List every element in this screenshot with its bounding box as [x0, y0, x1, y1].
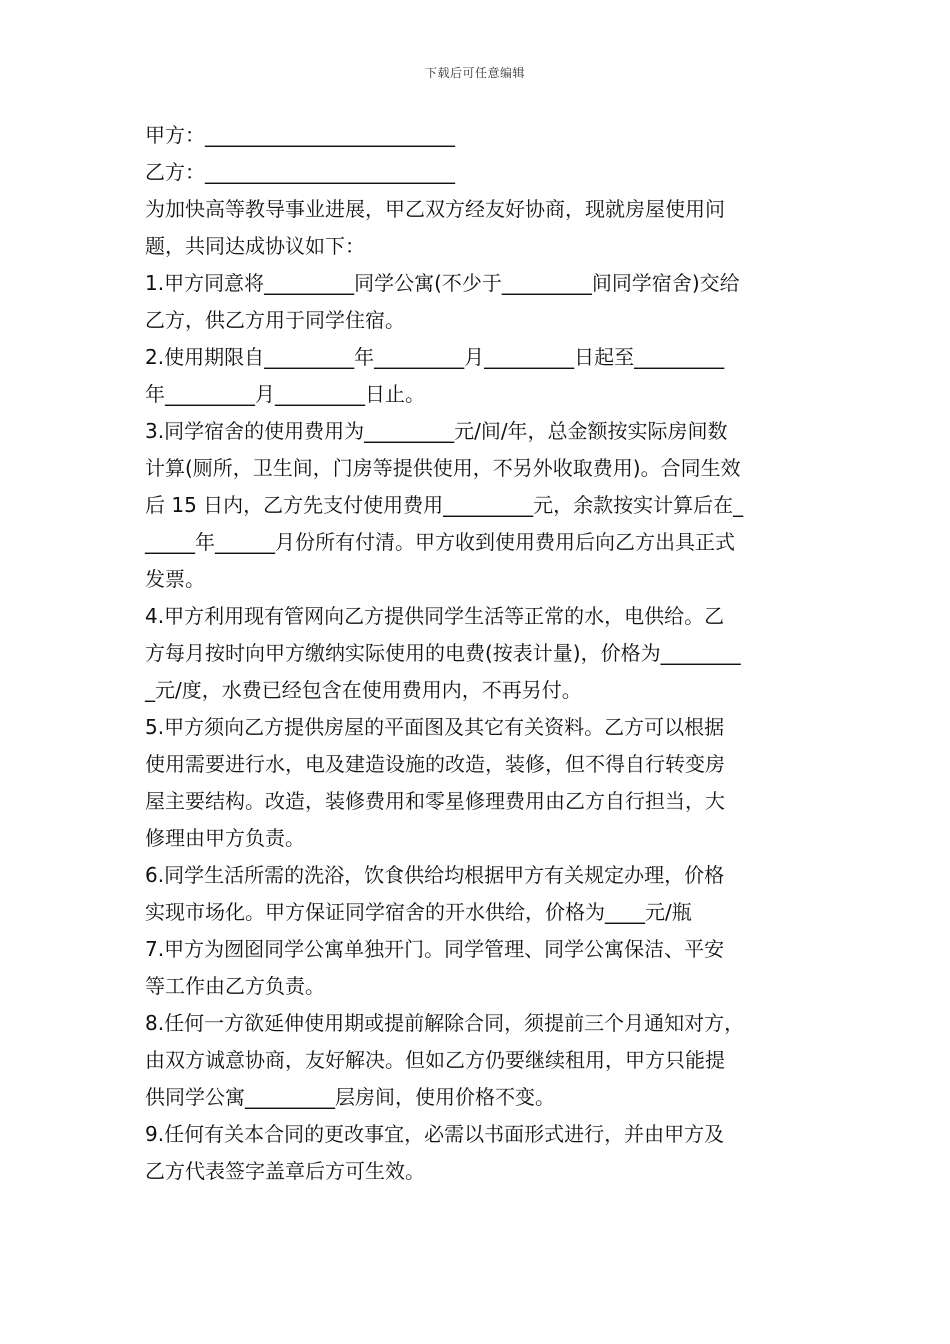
clause-3-line: 发票。 — [145, 567, 205, 591]
clause-1-line: 1.甲方同意将_________同学公寓(不少于_________间同学宿舍)交给 — [145, 271, 740, 295]
clause-3-line: 计算(厕所，卫生间，门房等提供使用，不另外收取费用)。合同生效 — [145, 456, 741, 480]
clause-5-line: 5.甲方须向乙方提供房屋的平面图及其它有关资料。乙方可以根据 — [145, 715, 725, 739]
clause-8-line: 8.任何一方欲延伸使用期或提前解除合同，须提前三个月通知对方， — [145, 1011, 745, 1035]
clause-3-line: 3.同学宿舍的使用费用为_________元/间/年，总金额按实际房间数 — [145, 419, 728, 443]
clause-2-line: 2.使用期限自_________年_________月_________日起至_________ — [145, 345, 725, 369]
clause-4-line: _元/度，水费已经包含在使用费用内，不再另付。 — [145, 678, 582, 702]
page-header-note: 下载后可任意编辑 — [424, 66, 525, 80]
party-a-line: 甲方：_________________________ — [145, 123, 455, 147]
clause-7-line: 7.甲方为囫囵同学公寓单独开门。同学管理、同学公寓保洁、平安 — [145, 937, 725, 961]
clause-8-line: 由双方诚意协商，友好解决。但如乙方仍要继续租用，甲方只能提 — [145, 1048, 725, 1072]
clause-5-line: 使用需要进行水，电及建造设施的改造，装修，但不得自行转变房 — [145, 752, 725, 776]
clause-4-line: 方每月按时向甲方缴纳实际使用的电费(按表计量)，价格为________ — [145, 641, 741, 665]
clause-4-line: 4.甲方利用现有管网向乙方提供同学生活等正常的水，电供给。乙 — [145, 604, 725, 628]
clause-6-line: 实现市场化。甲方保证同学宿舍的开水供给，价格为____元/瓶 — [145, 900, 692, 924]
clause-8-line: 供同学公寓_________层房间，使用价格不变。 — [145, 1085, 555, 1109]
intro-line: 为加快高等教导事业进展，甲乙双方经友好协商，现就房屋使用问 — [145, 197, 725, 221]
clause-5-line: 屋主要结构。改造，装修费用和零星修理费用由乙方自行担当，大 — [145, 789, 725, 813]
party-b-line: 乙方：_________________________ — [145, 160, 455, 184]
clause-6-line: 6.同学生活所需的洗浴，饮食供给均根据甲方有关规定办理，价格 — [145, 863, 725, 887]
clause-3-line: 后 15 日内，乙方先支付使用费用_________元，余款按实计算后在_ — [145, 493, 744, 517]
clause-2-line: 年_________月_________日止。 — [145, 382, 425, 406]
intro-line: 题，共同达成协议如下： — [145, 234, 365, 258]
document-body — [145, 117, 810, 1190]
clause-9-line: 乙方代表签字盖章后方可生效。 — [145, 1159, 425, 1183]
clause-1-line: 乙方，供乙方用于同学住宿。 — [145, 308, 405, 332]
clause-3-line: _____年______月份所有付清。甲方收到使用费用后向乙方出具正式 — [145, 530, 735, 554]
clause-5-line: 修理由甲方负责。 — [145, 826, 305, 850]
clause-9-line: 9.任何有关本合同的更改事宜，必需以书面形式进行，并由甲方及 — [145, 1122, 725, 1146]
clause-7-line: 等工作由乙方负责。 — [145, 974, 325, 998]
